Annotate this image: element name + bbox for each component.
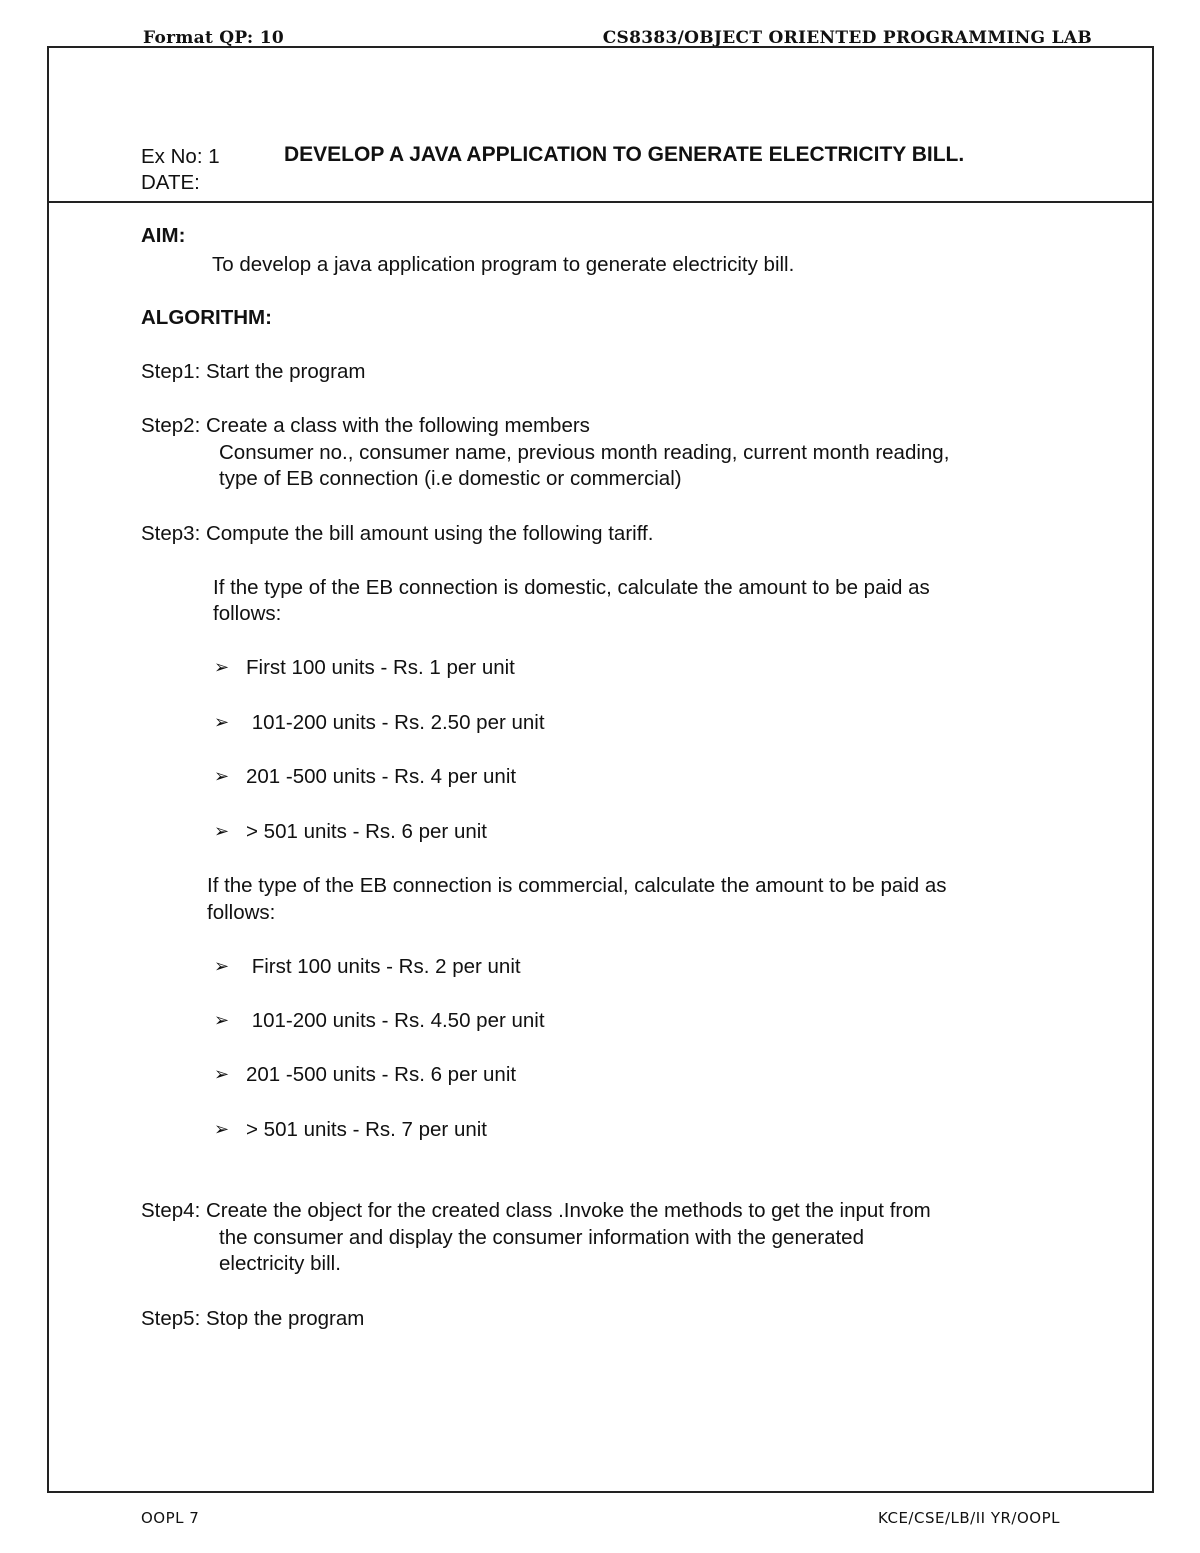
step-2-members: Consumer no., consumer name, previous month reading, current month reading, <box>219 441 950 464</box>
step-3: Step3: Compute the bill amount using the following tariff. <box>141 522 654 545</box>
commercial-tariff-item: 201 -500 units - Rs. 6 per unit <box>246 1063 517 1086</box>
step-4: Step4: Create the object for the created class .Invoke the methods to get the input from <box>141 1199 931 1222</box>
page-border-top <box>47 46 1153 48</box>
header-format-code: Format QP: 10 <box>143 28 284 48</box>
step-1: Step1: Start the program <box>141 360 366 383</box>
step-2: Step2: Create a class with the following members <box>141 414 590 437</box>
step-4-cont: the consumer and display the consumer information with the generated <box>219 1226 864 1249</box>
commercial-tariff-item: > 501 units - Rs. 7 per unit <box>246 1118 488 1141</box>
arrow-bullet-icon: ➢ <box>214 657 230 677</box>
domestic-tariff-item: 101-200 units - Rs. 2.50 per unit <box>246 711 545 734</box>
exercise-title: DEVELOP A JAVA APPLICATION TO GENERATE ELECTRICITY BILL. <box>284 143 965 166</box>
arrow-bullet-icon: ➢ <box>214 821 230 841</box>
exercise-number: Ex No: 1 <box>141 145 220 168</box>
date-label: DATE: <box>141 171 200 194</box>
algorithm-heading: ALGORITHM: <box>141 306 272 329</box>
aim-text: To develop a java application program to generate electricity bill. <box>212 253 795 276</box>
page-border-bottom <box>47 1491 1154 1493</box>
footer-page-label: OOPL 7 <box>141 1509 200 1527</box>
page-border-right <box>1152 46 1154 1493</box>
aim-heading: AIM: <box>141 224 186 247</box>
header-course-title: CS8383/OBJECT ORIENTED PROGRAMMING LAB <box>602 28 1092 48</box>
commercial-tariff-item: First 100 units - Rs. 2 per unit <box>246 955 521 978</box>
domestic-tariff-item: 201 -500 units - Rs. 4 per unit <box>246 765 517 788</box>
step-4-cont-2: electricity bill. <box>219 1252 341 1275</box>
commercial-intro-cont: follows: <box>207 901 276 924</box>
domestic-intro-cont: follows: <box>213 602 282 625</box>
commercial-intro: If the type of the EB connection is commercial, calculate the amount to be paid as <box>207 874 947 897</box>
page-border-left <box>47 46 49 1493</box>
commercial-tariff-item: 101-200 units - Rs. 4.50 per unit <box>246 1009 545 1032</box>
arrow-bullet-icon: ➢ <box>214 1010 230 1030</box>
domestic-intro: If the type of the EB connection is domestic, calculate the amount to be paid as <box>213 576 930 599</box>
step-2-connection-type: type of EB connection (i.e domestic or commercial) <box>219 467 682 490</box>
title-divider <box>47 201 1153 203</box>
domestic-tariff-item: First 100 units - Rs. 1 per unit <box>246 656 515 679</box>
domestic-tariff-item: > 501 units - Rs. 6 per unit <box>246 820 488 843</box>
footer-reference: KCE/CSE/LB/II YR/OOPL <box>877 1509 1060 1527</box>
arrow-bullet-icon: ➢ <box>214 1119 230 1139</box>
arrow-bullet-icon: ➢ <box>214 766 230 786</box>
step-5: Step5: Stop the program <box>141 1307 365 1330</box>
arrow-bullet-icon: ➢ <box>214 1064 230 1084</box>
arrow-bullet-icon: ➢ <box>214 712 230 732</box>
arrow-bullet-icon: ➢ <box>214 956 230 976</box>
